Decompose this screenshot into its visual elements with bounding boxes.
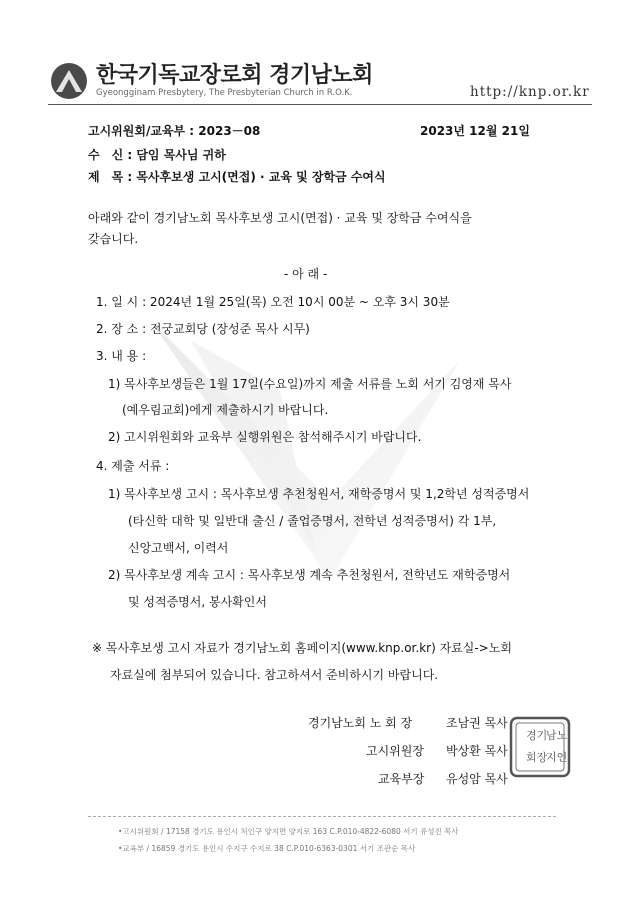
signature-title-education: 교육부장 bbox=[378, 772, 425, 786]
website-url[interactable]: http://knp.or.kr bbox=[470, 84, 590, 100]
svg-text:지인: 지인 bbox=[546, 751, 568, 764]
list-item-place: 2. 장 소 : 전궁교회당 (장성준 목사 시무) bbox=[96, 322, 310, 336]
svg-text:경기: 경기 bbox=[526, 729, 548, 742]
sub-item-documents-1: 1) 목사후보생 고시 : 목사후보생 추천청원서, 재학증명서 및 1,2학년 성적증명서 bbox=[108, 487, 530, 501]
sub-item-documents-1-cont2: 신앙고백서, 이력서 bbox=[128, 541, 229, 555]
svg-text:남노: 남노 bbox=[546, 729, 568, 742]
footer-contact-education: •교육부 / 16859 경기도 용인시 수지구 수지로 38 C.P.010-6363-0301 서기 조관순 목사 bbox=[118, 844, 416, 853]
presbytery-logo-icon bbox=[50, 62, 88, 100]
footer-divider bbox=[88, 816, 556, 817]
signature-title-moderator: 경기남노회 노 회 장 bbox=[308, 716, 413, 730]
subject-line: 제 목 : 목사후보생 고시(면접) · 교육 및 장학금 수여식 bbox=[88, 170, 386, 184]
sub-item-content-1: 1) 목사후보생들은 1월 17일(수요일)까지 제출 서류를 노회 서기 김영재 목사 bbox=[108, 377, 512, 391]
signature-name-moderator: 조남권 목사 bbox=[446, 716, 508, 730]
below-heading: - 아 래 - bbox=[284, 267, 328, 281]
list-item-documents: 4. 제출 서류 : bbox=[96, 459, 170, 473]
sub-item-documents-1-cont: (타신학 대학 및 일반대 출신 / 졸업증명서, 전학년 성적증명서) 각 1부, bbox=[128, 514, 497, 528]
sub-item-documents-2: 2) 목사후보생 계속 고시 : 목사후보생 계속 추천청원서, 전학년도 재학증명서 bbox=[108, 568, 511, 582]
signature-name-exam: 박상환 목사 bbox=[446, 744, 508, 758]
intro-text-cont: 갖습니다. bbox=[88, 232, 139, 246]
note-text-cont: 자료실에 첨부되어 있습니다. 참고하셔서 준비하시기 바랍니다. bbox=[110, 668, 439, 682]
document-date: 2023년 12월 21일 bbox=[420, 124, 530, 138]
signature-name-education: 유성암 목사 bbox=[446, 772, 508, 786]
header-divider bbox=[48, 104, 592, 105]
recipient-line: 수 신 : 담임 목사님 귀하 bbox=[88, 148, 226, 162]
sub-item-content-1-cont: (예우림교회)에게 제출하시기 바랍니다. bbox=[122, 403, 329, 417]
sub-item-content-2: 2) 고시위원회와 교육부 실행위원은 참석해주시기 바랍니다. bbox=[108, 430, 422, 444]
official-seal-icon bbox=[508, 715, 572, 779]
footer-contact-exam: •고시위원회 / 17158 경기도 용인시 처인구 양지면 양지로 163 C.P.010-4822-6080 서기 유성진 목사 bbox=[118, 827, 459, 836]
sub-item-documents-2-cont: 및 성적증명서, 봉사확인서 bbox=[128, 595, 267, 609]
note-text: ※ 목사후보생 고시 자료가 경기남노회 홈페이지(www.knp.or.kr) 자료실->노회 bbox=[92, 641, 512, 655]
intro-text: 아래와 같이 경기남노회 목사후보생 고시(면접) · 교육 및 장학금 수여식을 bbox=[88, 211, 472, 225]
document-number: 고시위원회/교육부 : 2023－08 bbox=[88, 124, 261, 138]
list-item-content: 3. 내 용 : bbox=[96, 349, 147, 363]
list-item-date: 1. 일 시 : 2024년 1월 25일(목) 오전 10시 00분 ~ 오후 3시 30분 bbox=[96, 295, 450, 309]
svg-text:회장: 회장 bbox=[526, 751, 548, 764]
signature-title-exam: 고시위원장 bbox=[366, 744, 424, 758]
organization-name: 한국기독교장로회 경기남노회 bbox=[96, 63, 373, 88]
organization-english-name: Gyeongginam Presbytery, The Presbyterian Church in R.O.K. bbox=[96, 88, 353, 98]
